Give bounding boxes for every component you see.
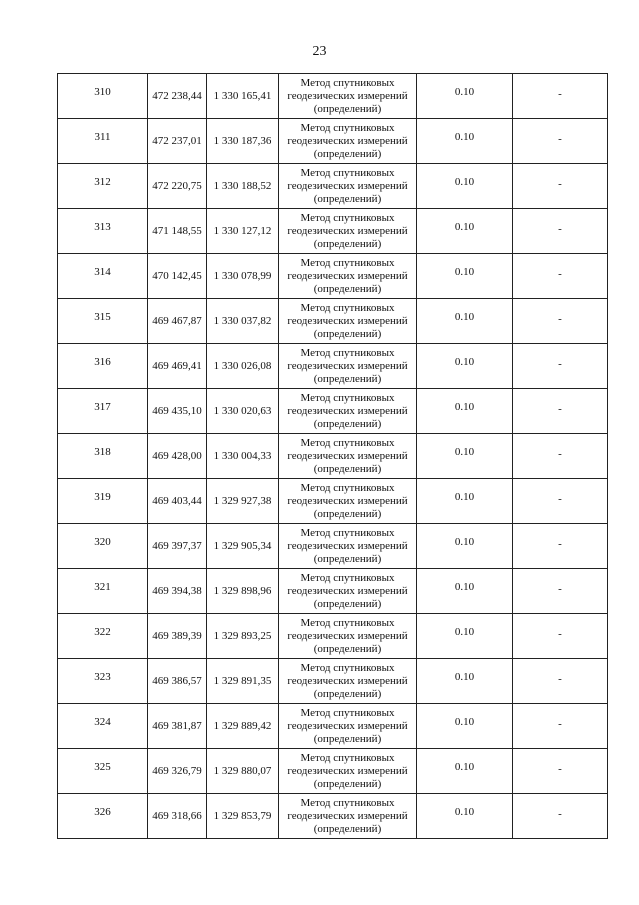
point-number-cell: 323 [58,659,148,704]
point-number-cell: 326 [58,794,148,839]
method-text-line: Метод спутниковых [300,391,395,404]
x-coordinate-cell: 469 435,10 [148,389,207,434]
accuracy-cell: 0.10 [417,119,513,164]
table-row [58,119,608,164]
method-text-line: Метод спутниковых [300,751,395,764]
x-coordinate-cell: 472 238,44 [148,74,207,119]
method-cell [279,344,417,389]
x-coordinate-cell: 469 394,38 [148,569,207,614]
note-cell: - [513,299,608,344]
accuracy-cell: 0.10 [417,794,513,839]
x-coordinate-cell: 469 389,39 [148,614,207,659]
accuracy-cell: 0.10 [417,299,513,344]
method-text-line: (определений) [313,102,382,115]
x-coordinate-cell: 469 381,87 [148,704,207,749]
x-coordinate-cell: 469 326,79 [148,749,207,794]
method-text-line: геодезических измерений [287,134,408,147]
method-cell [279,659,417,704]
accuracy-cell: 0.10 [417,74,513,119]
table-row [58,389,608,434]
table-row [58,479,608,524]
method-text-line: (определений) [313,237,382,250]
y-coordinate-cell: 1 330 037,82 [207,299,279,344]
coordinates-table [57,73,608,839]
note-cell: - [513,524,608,569]
note-cell: - [513,74,608,119]
accuracy-cell: 0.10 [417,524,513,569]
y-coordinate-cell: 1 329 880,07 [207,749,279,794]
accuracy-cell: 0.10 [417,704,513,749]
method-cell [279,524,417,569]
point-number-cell: 321 [58,569,148,614]
method-text-line: (определений) [313,597,382,610]
point-number-cell: 320 [58,524,148,569]
accuracy-cell: 0.10 [417,479,513,524]
method-cell [279,254,417,299]
x-coordinate-cell: 469 469,41 [148,344,207,389]
method-cell [279,794,417,839]
table-row [58,74,608,119]
method-text-line: Метод спутниковых [300,481,395,494]
method-text-line: Метод спутниковых [300,346,395,359]
note-cell: - [513,254,608,299]
method-text-line: Метод спутниковых [300,661,395,674]
method-text-line: Метод спутниковых [300,211,395,224]
method-text-line: (определений) [313,777,382,790]
method-text-line: Метод спутниковых [300,256,395,269]
accuracy-cell: 0.10 [417,569,513,614]
table-row [58,569,608,614]
method-text-line: геодезических измерений [287,674,408,687]
note-cell: - [513,794,608,839]
method-cell [279,119,417,164]
point-number-cell: 312 [58,164,148,209]
coordinates-table-body [58,74,608,839]
note-cell: - [513,209,608,254]
point-number-cell: 315 [58,299,148,344]
table-row [58,434,608,479]
table-row [58,254,608,299]
method-text-line: (определений) [313,327,382,340]
accuracy-cell: 0.10 [417,344,513,389]
x-coordinate-cell: 470 142,45 [148,254,207,299]
method-text-line: Метод спутниковых [300,796,395,809]
table-row [58,344,608,389]
note-cell: - [513,344,608,389]
method-text-line: (определений) [313,732,382,745]
table-row [58,299,608,344]
method-text-line: Метод спутниковых [300,436,395,449]
point-number-cell: 314 [58,254,148,299]
x-coordinate-cell: 469 318,66 [148,794,207,839]
point-number-cell: 313 [58,209,148,254]
method-text-line: геодезических измерений [287,629,408,642]
method-cell [279,434,417,479]
accuracy-cell: 0.10 [417,164,513,209]
y-coordinate-cell: 1 330 165,41 [207,74,279,119]
y-coordinate-cell: 1 330 127,12 [207,209,279,254]
method-text-line: Метод спутниковых [300,301,395,314]
point-number-cell: 319 [58,479,148,524]
method-text-line: (определений) [313,372,382,385]
method-cell [279,749,417,794]
method-cell [279,299,417,344]
method-text-line: геодезических измерений [287,359,408,372]
note-cell: - [513,389,608,434]
point-number-cell: 325 [58,749,148,794]
method-text-line: геодезических измерений [287,449,408,462]
method-text-line: геодезических измерений [287,89,408,102]
point-number-cell: 317 [58,389,148,434]
note-cell: - [513,164,608,209]
y-coordinate-cell: 1 330 026,08 [207,344,279,389]
method-text-line: геодезических измерений [287,809,408,822]
y-coordinate-cell: 1 329 893,25 [207,614,279,659]
method-text-line: Метод спутниковых [300,526,395,539]
y-coordinate-cell: 1 329 891,35 [207,659,279,704]
method-text-line: (определений) [313,822,382,835]
accuracy-cell: 0.10 [417,749,513,794]
accuracy-cell: 0.10 [417,254,513,299]
point-number-cell: 310 [58,74,148,119]
method-cell [279,704,417,749]
method-text-line: геодезических измерений [287,584,408,597]
method-cell [279,164,417,209]
y-coordinate-cell: 1 329 889,42 [207,704,279,749]
method-cell [279,614,417,659]
table-row [58,794,608,839]
x-coordinate-cell: 469 428,00 [148,434,207,479]
table-row [58,524,608,569]
point-number-cell: 318 [58,434,148,479]
y-coordinate-cell: 1 330 188,52 [207,164,279,209]
accuracy-cell: 0.10 [417,389,513,434]
note-cell: - [513,659,608,704]
table-row [58,749,608,794]
y-coordinate-cell: 1 330 078,99 [207,254,279,299]
method-text-line: геодезических измерений [287,764,408,777]
method-text-line: Метод спутниковых [300,121,395,134]
x-coordinate-cell: 469 467,87 [148,299,207,344]
note-cell: - [513,434,608,479]
x-coordinate-cell: 469 397,37 [148,524,207,569]
method-text-line: Метод спутниковых [300,706,395,719]
accuracy-cell: 0.10 [417,614,513,659]
x-coordinate-cell: 469 386,57 [148,659,207,704]
table-row [58,164,608,209]
note-cell: - [513,119,608,164]
method-text-line: геодезических измерений [287,539,408,552]
method-text-line: Метод спутниковых [300,616,395,629]
method-text-line: (определений) [313,552,382,565]
method-text-line: (определений) [313,192,382,205]
method-cell [279,74,417,119]
y-coordinate-cell: 1 329 905,34 [207,524,279,569]
table-row [58,209,608,254]
note-cell: - [513,569,608,614]
x-coordinate-cell: 469 403,44 [148,479,207,524]
note-cell: - [513,704,608,749]
method-text-line: геодезических измерений [287,719,408,732]
method-text-line: (определений) [313,462,382,475]
point-number-cell: 324 [58,704,148,749]
method-text-line: геодезических измерений [287,314,408,327]
point-number-cell: 316 [58,344,148,389]
method-text-line: Метод спутниковых [300,76,395,89]
x-coordinate-cell: 472 220,75 [148,164,207,209]
method-text-line: геодезических измерений [287,404,408,417]
x-coordinate-cell: 472 237,01 [148,119,207,164]
method-text-line: Метод спутниковых [300,571,395,584]
method-cell [279,389,417,434]
table-row [58,659,608,704]
method-cell [279,479,417,524]
method-text-line: (определений) [313,417,382,430]
method-cell [279,569,417,614]
note-cell: - [513,749,608,794]
method-text-line: геодезических измерений [287,494,408,507]
method-text-line: (определений) [313,282,382,295]
accuracy-cell: 0.10 [417,209,513,254]
y-coordinate-cell: 1 330 187,36 [207,119,279,164]
method-text-line: геодезических измерений [287,179,408,192]
page-number: 23 [312,44,327,59]
y-coordinate-cell: 1 329 898,96 [207,569,279,614]
method-text-line: (определений) [313,507,382,520]
y-coordinate-cell: 1 330 004,33 [207,434,279,479]
y-coordinate-cell: 1 329 853,79 [207,794,279,839]
y-coordinate-cell: 1 330 020,63 [207,389,279,434]
note-cell: - [513,614,608,659]
method-text-line: (определений) [313,147,382,160]
accuracy-cell: 0.10 [417,659,513,704]
method-text-line: геодезических измерений [287,224,408,237]
point-number-cell: 311 [58,119,148,164]
method-cell [279,209,417,254]
method-text-line: (определений) [313,687,382,700]
y-coordinate-cell: 1 329 927,38 [207,479,279,524]
method-text-line: Метод спутниковых [300,166,395,179]
point-number-cell: 322 [58,614,148,659]
table-row [58,614,608,659]
table-row [58,704,608,749]
method-text-line: (определений) [313,642,382,655]
x-coordinate-cell: 471 148,55 [148,209,207,254]
method-text-line: геодезических измерений [287,269,408,282]
note-cell: - [513,479,608,524]
accuracy-cell: 0.10 [417,434,513,479]
